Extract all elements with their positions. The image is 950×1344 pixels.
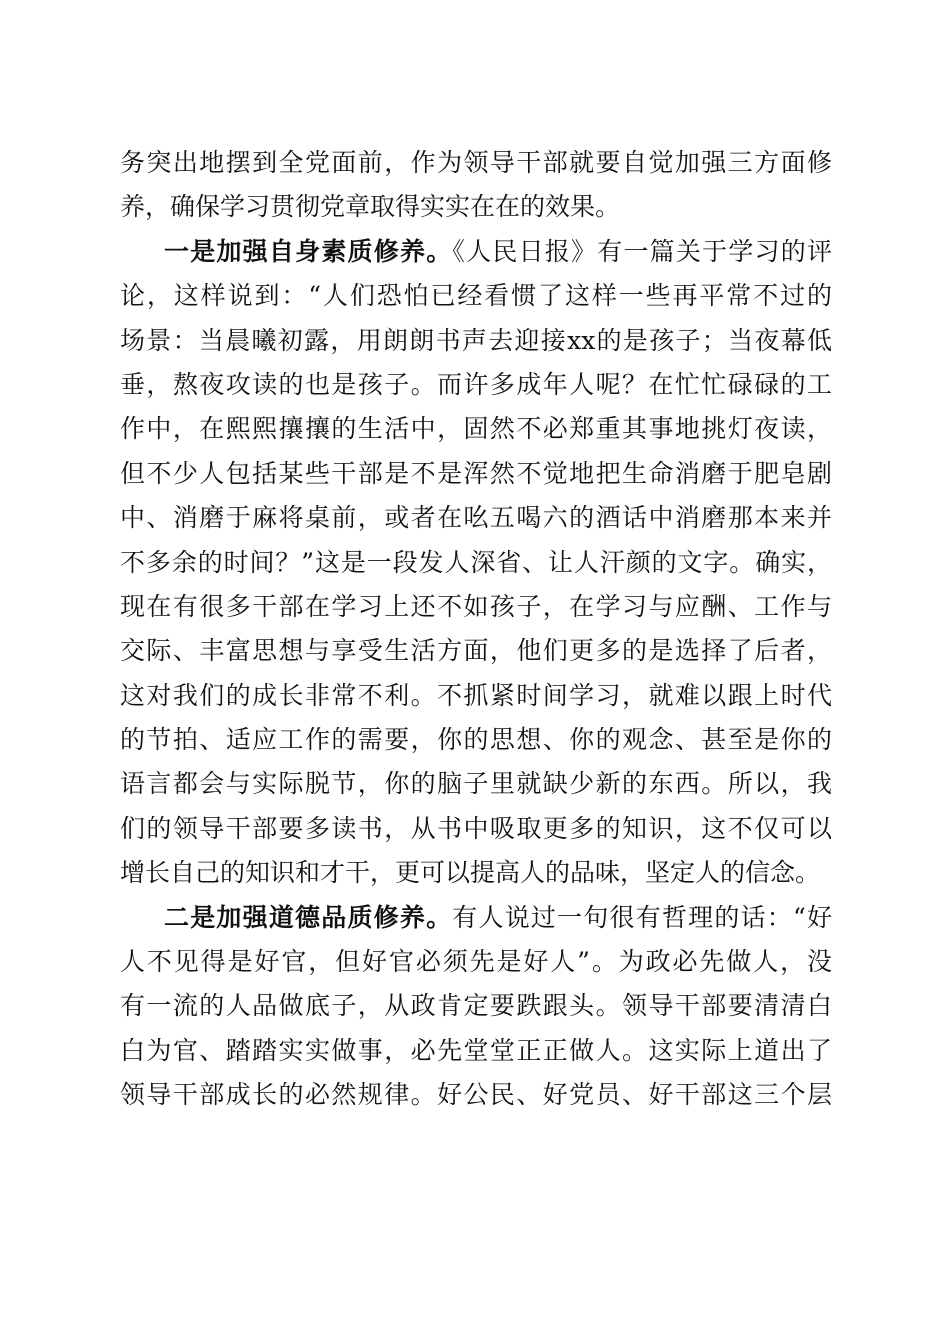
paragraph-line: 白为官、踏踏实实做事，必先堂堂正正做人。这实际上道出了 xyxy=(120,1035,832,1065)
paragraph-line: 人不见得是好官，但好官必须先是好人”。为政必先做人，没 xyxy=(120,947,832,977)
document-body xyxy=(120,141,832,1118)
paragraph-line-text: 有人说过一句很有哲理的话：“好 xyxy=(452,902,832,932)
paragraph-line: 有一流的人品做底子，从政肯定要跌跟头。领导干部要清清白 xyxy=(120,991,832,1021)
paragraph-first-line xyxy=(120,230,832,274)
paragraph-line: 语言都会与实际脱节，你的脑子里就缺少新的东西。所以，我 xyxy=(120,769,832,799)
paragraph-line: 现在有很多干部在学习上还不如孩子，在学习与应酬、工作与 xyxy=(120,591,832,621)
paragraph-line: 交际、丰富思想与享受生活方面，他们更多的是选择了后者， xyxy=(120,636,832,666)
paragraph-line: 垂，熬夜攻读的也是孩子。而许多成年人呢？在忙忙碌碌的工 xyxy=(120,369,832,399)
paragraph-lead-heading: 二是加强道德品质修养。 xyxy=(164,902,453,932)
paragraph-line: 场景：当晨曦初露，用朗朗书声去迎接xx的是孩子；当夜幕低 xyxy=(120,325,832,355)
paragraph-line: 养，确保学习贯彻党章取得实实在在的效果。 xyxy=(120,192,621,222)
paragraph-line: 这对我们的成长非常不利。不抓紧时间学习，就难以跟上时代 xyxy=(120,680,832,710)
paragraph-line: 们的领导干部要多读书，从书中吸取更多的知识，这不仅可以 xyxy=(120,813,832,843)
paragraph-line: 增长自己的知识和才干，更可以提高人的品味，坚定人的信念。 xyxy=(120,858,821,888)
paragraph-line: 中、消磨于麻将桌前，或者在吆五喝六的酒话中消磨那本来并 xyxy=(120,503,832,533)
paragraph-line: 不多余的时间？”这是一段发人深省、让人汗颜的文字。确实， xyxy=(120,547,832,577)
paragraph-line: 领导干部成长的必然规律。好公民、好党员、好干部这三个层 xyxy=(120,1080,832,1110)
paragraph-line-text: 《人民日报》有一篇关于学习的评 xyxy=(452,236,832,266)
paragraph-lead-heading: 一是加强自身素质修养。 xyxy=(164,236,453,266)
paragraph-line: 作中，在熙熙攘攘的生活中，固然不必郑重其事地挑灯夜读， xyxy=(120,414,832,444)
paragraph-line: 论，这样说到：“人们恐怕已经看惯了这样一些再平常不过的 xyxy=(120,281,832,311)
paragraph-line: 的节拍、适应工作的需要，你的思想、你的观念、甚至是你的 xyxy=(120,725,832,755)
paragraph-first-line xyxy=(120,896,832,940)
paragraph-line: 但不少人包括某些干部是不是浑然不觉地把生命消磨于肥皂剧 xyxy=(120,458,832,488)
paragraph-line: 务突出地摆到全党面前，作为领导干部就要自觉加强三方面修 xyxy=(120,148,832,177)
